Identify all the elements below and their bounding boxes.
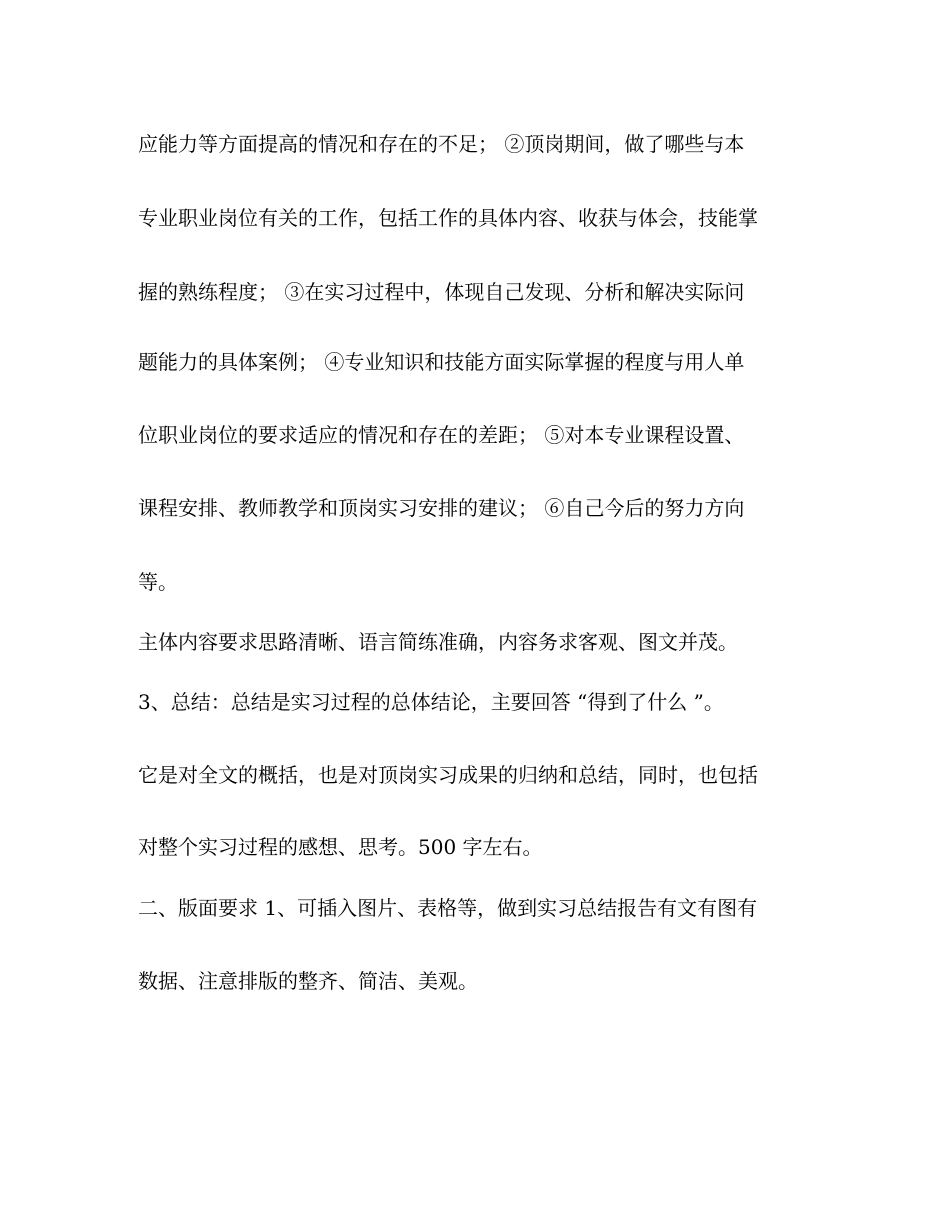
text-line: 位职业岗位的要求适应的情况和存在的差距； ⑤对本专业课程设置、 [138, 423, 745, 447]
text-line: 主体内容要求思路清晰、语言简练准确，内容务求客观、图文并茂。 [138, 630, 738, 654]
text-line: 应能力等方面提高的情况和存在的不足； ②顶岗期间，做了哪些与本 [138, 132, 745, 156]
text-line: 专业职业岗位有关的工作，包括工作的具体内容、收获与体会，技能掌 [138, 206, 758, 230]
text-line: 握的熟练程度； ③在实习过程中，体现自己发现、分析和解决实际问 [138, 280, 745, 304]
text-line: 数据、注意排版的整齐、简洁、美观。 [138, 969, 478, 993]
text-line: 3、总结：总结是实习过程的总体结论，主要回答 “得到了什么 ”。 [138, 690, 724, 714]
text-line: 题能力的具体案例； ④专业知识和技能方面实际掌握的程度与用人单 [138, 350, 745, 374]
text-line: 对整个实习过程的感想、思考。500 字左右。 [138, 835, 543, 859]
text-line: 等。 [138, 570, 178, 594]
text-line: 它是对全文的概括，也是对顶岗实习成果的归纳和总结，同时，也包括 [138, 763, 758, 787]
text-line: 课程安排、教师教学和顶岗实习安排的建议； ⑥自己今后的努力方向 [138, 496, 745, 520]
text-line: 二、版面要求 1、可插入图片、表格等，做到实习总结报告有文有图有 [138, 896, 758, 920]
